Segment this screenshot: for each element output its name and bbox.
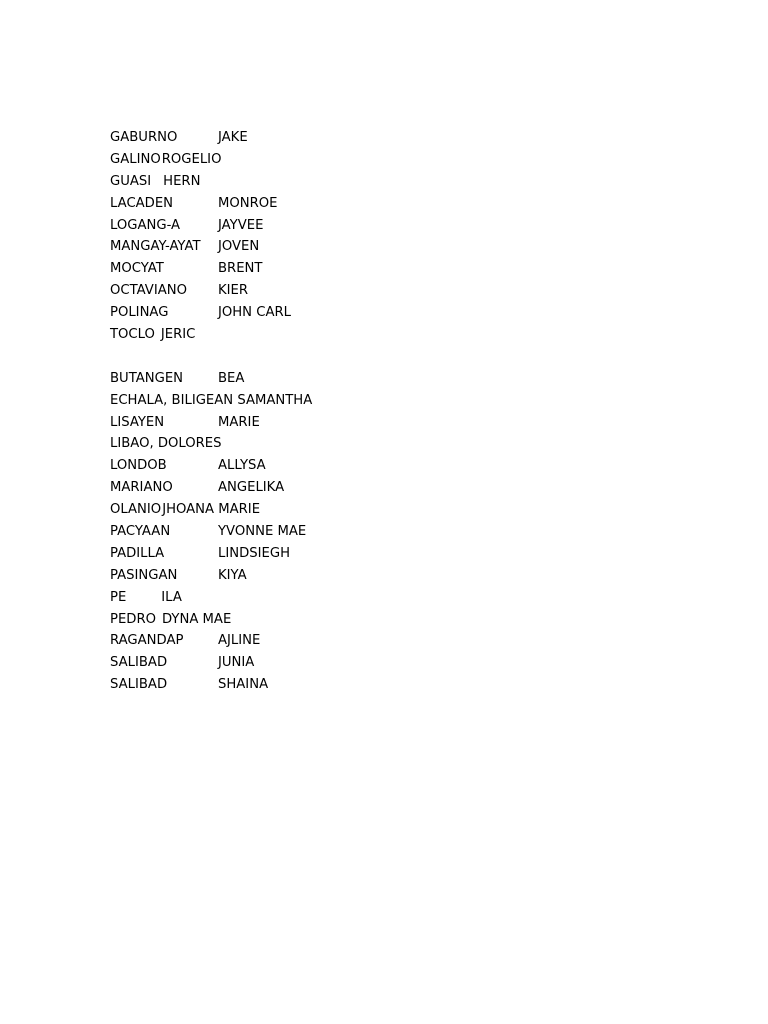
name-entry	[110, 236, 710, 258]
last-name: LONDOB	[110, 458, 167, 474]
last-name: MOCYAT	[110, 261, 164, 277]
first-name: JOVEN	[218, 239, 260, 255]
name-entry	[110, 302, 710, 324]
name-entry	[110, 587, 710, 609]
first-name: LINDSIEGH	[218, 545, 290, 561]
full-name: ECHALA, BILIGEAN SAMANTHA	[110, 392, 313, 408]
first-name: KIYA	[218, 567, 247, 583]
first-name: JUNIA	[218, 655, 255, 671]
last-name: BUTANGEN	[110, 370, 184, 386]
last-name: LISAYEN	[110, 414, 165, 430]
group-separator	[110, 346, 710, 368]
last-name: POLINAG	[110, 305, 169, 321]
first-name: ANGELIKA	[218, 480, 285, 496]
name-entry	[110, 280, 710, 302]
first-name: JOHN CARL	[218, 305, 291, 321]
last-name: GUASI	[110, 173, 152, 189]
first-name: ILA	[161, 589, 182, 605]
first-name: JAKE	[218, 130, 248, 145]
name-list	[110, 127, 710, 696]
name-entry	[110, 499, 710, 521]
name-entry	[110, 193, 710, 215]
name-entry	[110, 390, 710, 412]
last-name: PEDRO	[110, 611, 156, 627]
last-name: OCTAVIANO	[110, 283, 187, 299]
last-name: GABURNO	[110, 130, 178, 145]
name-list-group-one	[110, 127, 710, 346]
last-name: PASINGAN	[110, 567, 178, 583]
last-name: PADILLA	[110, 545, 165, 561]
name-entry	[110, 521, 710, 543]
last-name: TOCLO	[110, 327, 155, 343]
last-name: GALINO	[110, 151, 161, 167]
first-name: YVONNE MAE	[218, 524, 307, 540]
first-name: KIER	[218, 283, 249, 299]
name-entry	[110, 609, 710, 631]
first-name: BRENT	[218, 261, 263, 277]
name-entry	[110, 455, 710, 477]
first-name: JAYVEE	[218, 217, 264, 233]
last-name: OLANIO	[110, 502, 162, 518]
name-entry	[110, 433, 710, 455]
full-name: LIBAO, DOLORES	[110, 436, 222, 452]
last-name: LOGANG-A	[110, 217, 181, 233]
last-name: MARIANO	[110, 480, 173, 496]
name-entry	[110, 171, 710, 193]
last-name: RAGANDAP	[110, 633, 184, 649]
first-name: ALLYSA	[218, 458, 266, 474]
name-entry	[110, 674, 710, 696]
last-name: LACADEN	[110, 195, 174, 211]
name-entry	[110, 368, 710, 390]
last-name: MANGAY-AYAT	[110, 239, 201, 255]
first-name: MARIE	[218, 414, 260, 430]
last-name: SALIBAD	[110, 655, 168, 671]
first-name: ROGELIO	[161, 151, 222, 167]
name-entry	[110, 543, 710, 565]
last-name: SALIBAD	[110, 677, 168, 693]
name-entry	[110, 258, 710, 280]
first-name: DYNA MAE	[161, 611, 232, 627]
first-name: MONROE	[218, 195, 278, 211]
name-entry	[110, 652, 710, 674]
name-entry	[110, 324, 710, 346]
first-name: JHOANA MARIE	[162, 502, 261, 518]
name-entry	[110, 412, 710, 434]
name-entry	[110, 565, 710, 587]
name-list-group-two	[110, 368, 710, 696]
last-name: PACYAAN	[110, 524, 171, 540]
name-entry	[110, 630, 710, 652]
first-name: AJLINE	[218, 633, 261, 649]
first-name: JERIC	[160, 327, 196, 343]
name-entry	[110, 149, 710, 171]
first-name: BEA	[218, 370, 245, 386]
name-entry	[110, 127, 710, 149]
name-entry	[110, 477, 710, 499]
last-name: PE	[110, 589, 127, 605]
name-entry	[110, 215, 710, 237]
first-name: SHAINA	[218, 677, 269, 693]
first-name: HERN	[163, 173, 201, 189]
